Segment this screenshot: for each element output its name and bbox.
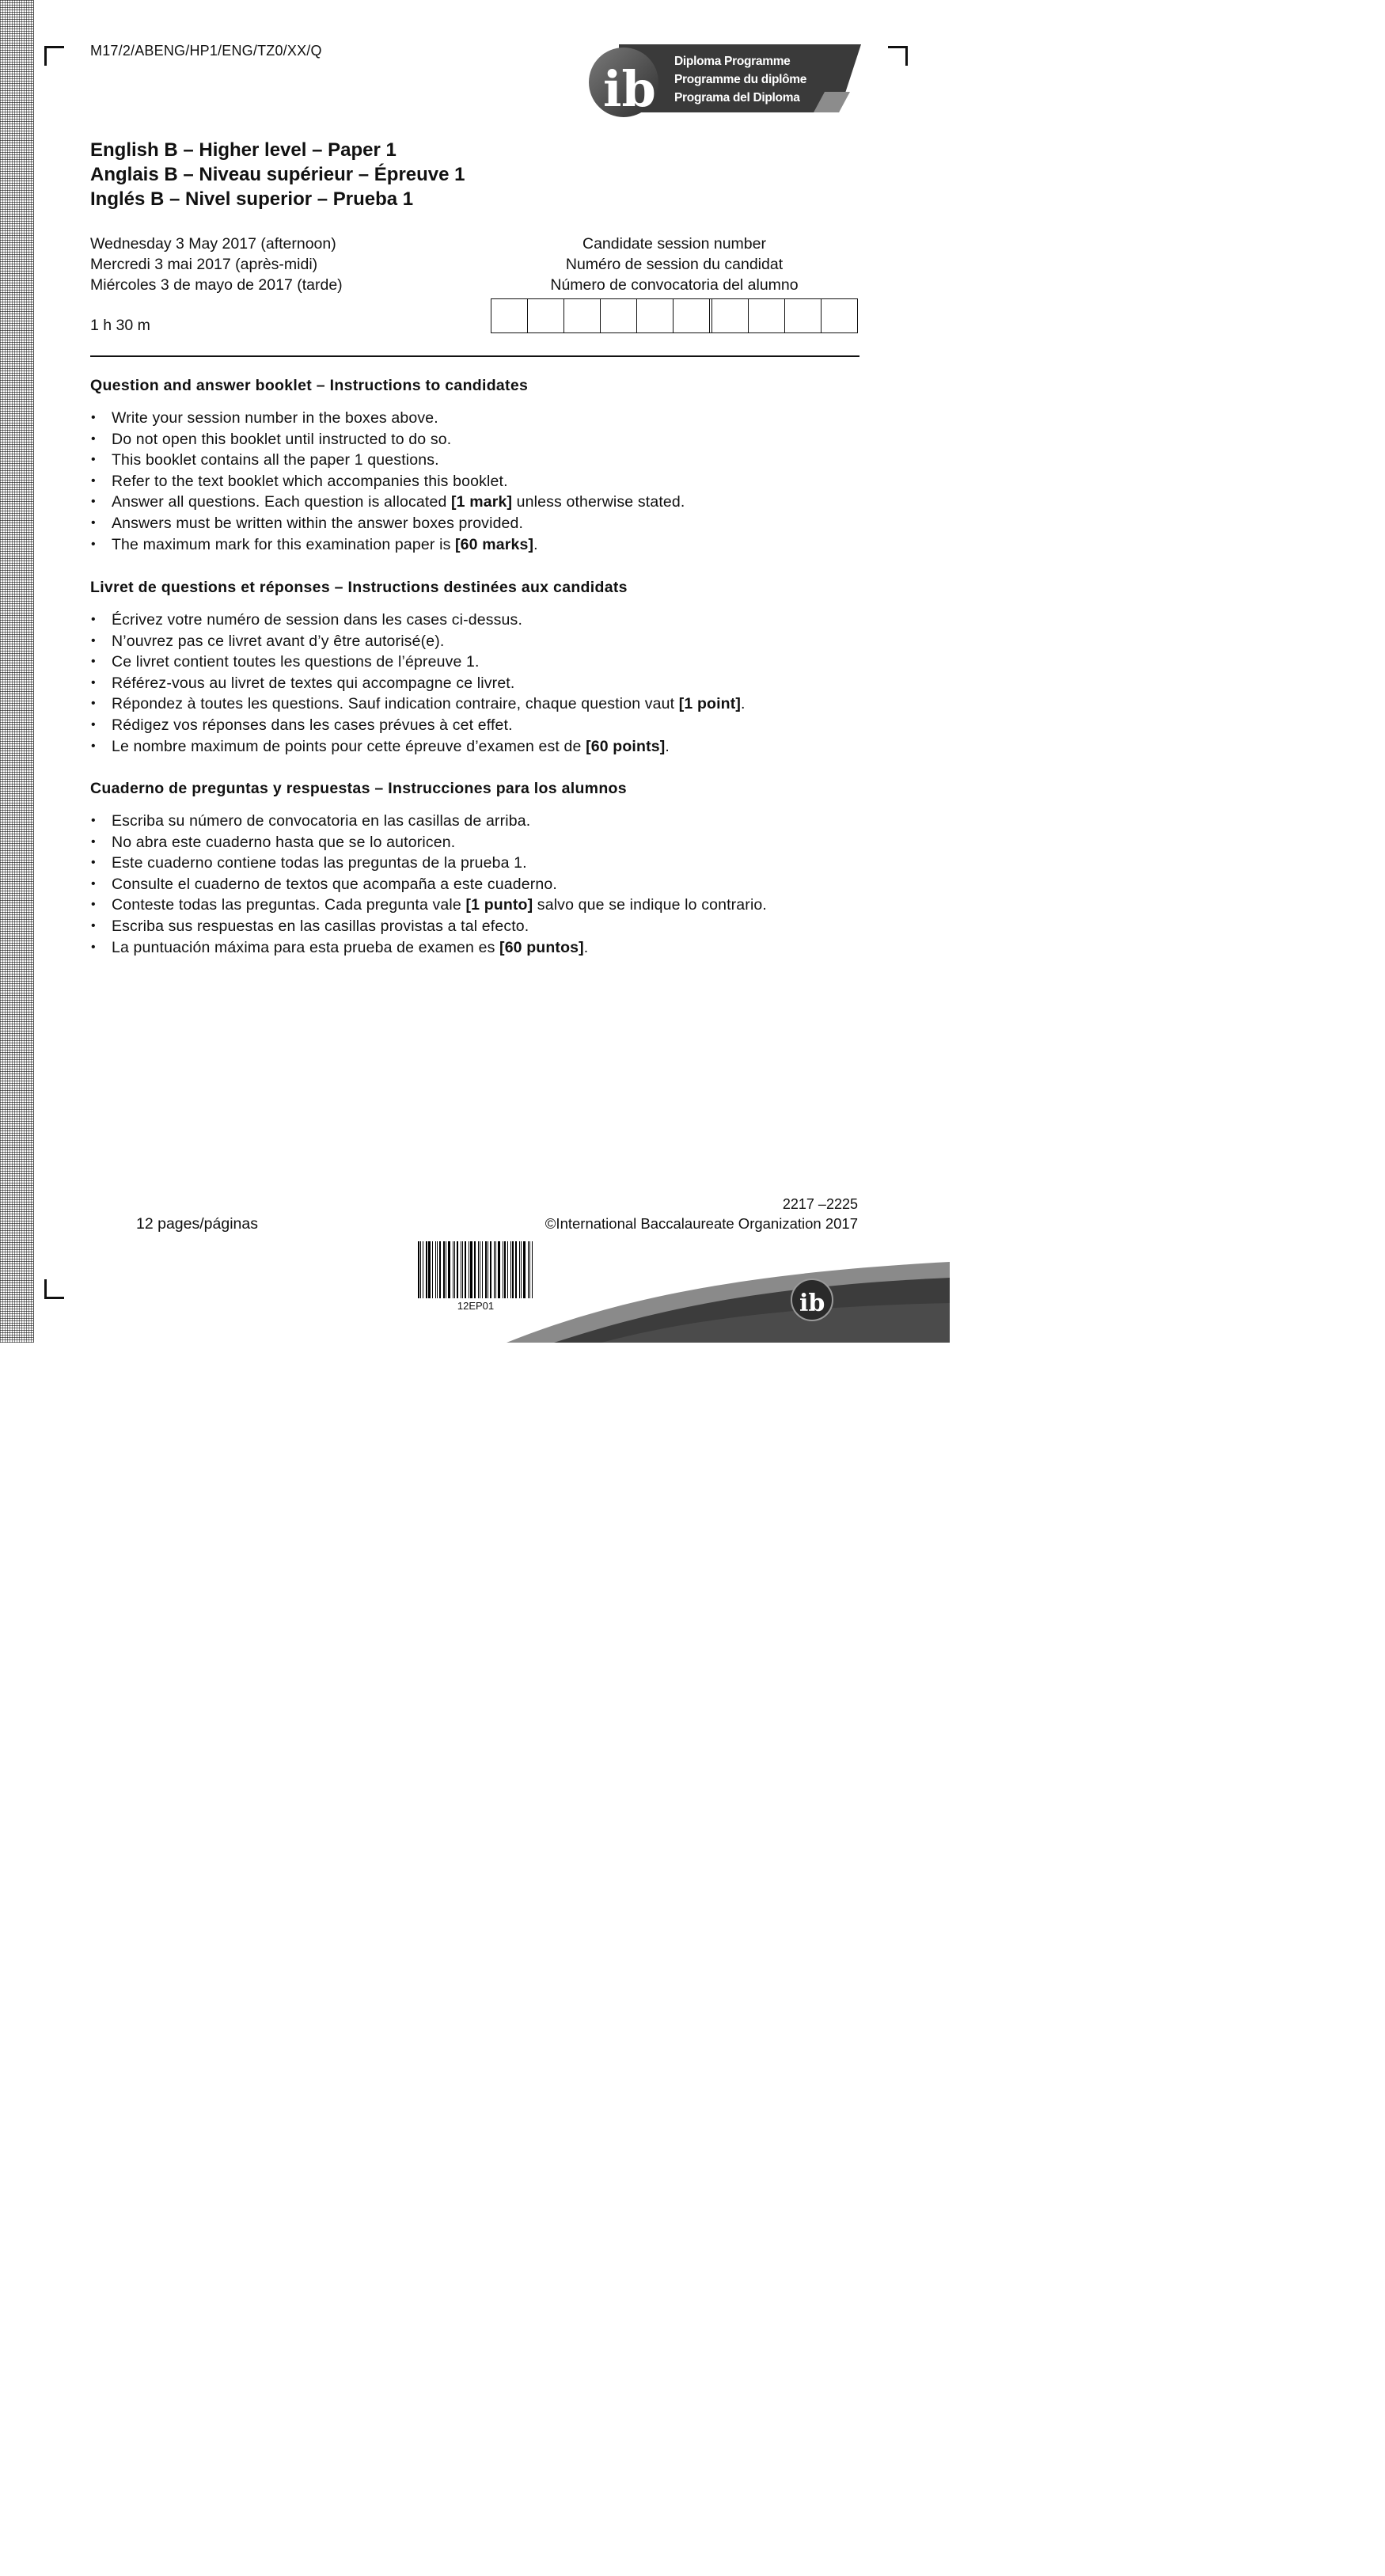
binding-margin: [0, 0, 34, 1343]
barcode-bar: [428, 1241, 431, 1298]
exam-titles: [90, 138, 465, 211]
session-number-boxes[interactable]: [491, 298, 858, 333]
barcode-bar: [437, 1241, 438, 1298]
instruction-list: [90, 408, 882, 555]
barcode-bar: [490, 1241, 491, 1298]
session-number-box[interactable]: [491, 299, 528, 332]
ibo-logo-text: International Baccalaureate® Baccalauréat International Bachillerato Internacional: [1343, 2534, 1385, 2575]
barcode-bar: [465, 1241, 466, 1298]
instruction-item: • Le nombre maximum de points pour cette épreuve d’examen est de [60 points].: [90, 736, 882, 758]
date-french: Mercredi 3 mai 2017 (après-midi): [90, 256, 318, 273]
session-number-box[interactable]: [749, 299, 785, 332]
barcode-bar: [420, 1241, 421, 1298]
instruction-item: • Answers must be written within the answer boxes provided.: [90, 513, 882, 534]
barcode-bar: [474, 1241, 476, 1298]
section-heading: Livret de questions et réponses – Instructions destinées aux candidats: [90, 579, 628, 596]
mark-allocation: [1 mark]: [451, 493, 513, 511]
section-heading: Question and answer booklet – Instructions to candidates: [90, 377, 529, 394]
session-number-labels: [491, 234, 858, 295]
crop-mark-top-left: [44, 46, 64, 66]
barcode-bar: [482, 1241, 483, 1298]
barcode-label: 12EP01: [457, 1300, 495, 1312]
session-label-spanish: Número de convocatoria del alumno: [550, 276, 799, 294]
instruction-item: • Écrivez votre numéro de session dans les cases ci-dessus.: [90, 610, 882, 631]
session-number-box[interactable]: [674, 299, 712, 332]
instruction-list: [90, 610, 882, 757]
mark-allocation: [60 puntos]: [499, 938, 584, 956]
svg-text:ib: ib: [603, 60, 656, 118]
crop-mark-bottom-left: [44, 1279, 64, 1299]
barcode-bar: [485, 1241, 487, 1298]
barcode-bar: [462, 1241, 463, 1298]
session-number-box[interactable]: [601, 299, 637, 332]
copyright: ©International Baccalaureate Organization 2017: [545, 1215, 858, 1232]
instruction-item: • Escriba sus respuestas en las casillas provistas a tal efecto.: [90, 916, 882, 937]
barcode-bar: [448, 1241, 450, 1298]
title-spanish: Inglés B – Nivel superior – Prueba 1: [90, 188, 414, 210]
barcode-bar: [426, 1241, 427, 1298]
instruction-list: [90, 811, 882, 958]
barcode-bar: [494, 1241, 495, 1298]
instruction-item: • Answer all questions. Each question is allocated [1 mark] unless otherwise stated.: [90, 492, 882, 513]
session-number-box[interactable]: [528, 299, 564, 332]
instruction-item: • No abra este cuaderno hasta que se lo autoricen.: [90, 832, 882, 853]
session-number-box[interactable]: [822, 299, 857, 332]
barcode-bar: [439, 1241, 441, 1298]
crop-mark-top-right: [888, 46, 908, 66]
barcode-bar: [478, 1241, 479, 1298]
date-english: Wednesday 3 May 2017 (afternoon): [90, 235, 336, 253]
header-rule: [90, 355, 859, 357]
instructions-english: [90, 377, 882, 555]
instruction-item: • This booklet contains all the paper 1 questions.: [90, 450, 882, 471]
title-french: Anglais B – Niveau supérieur – Épreuve 1: [90, 164, 465, 185]
mark-allocation: [60 points]: [586, 737, 666, 755]
session-number-box[interactable]: [637, 299, 674, 332]
instruction-item: • Write your session number in the boxes above.: [90, 408, 882, 429]
instruction-item: • The maximum mark for this examination paper is [60 marks].: [90, 534, 882, 556]
instruction-item: • Do not open this booklet until instructed to do so.: [90, 429, 882, 450]
instruction-item: • Répondez à toutes les questions. Sauf indication contraire, chaque question vaut [1 point].: [90, 693, 882, 715]
date-spanish: Miércoles 3 de mayo de 2017 (tarde): [90, 276, 343, 294]
barcode-bar: [435, 1241, 436, 1298]
barcode-bar: [470, 1241, 472, 1298]
session-number-box[interactable]: [712, 299, 749, 332]
instruction-item: • N’ouvrez pas ce livret avant d’y être autorisé(e).: [90, 631, 882, 652]
barcode-bar: [418, 1241, 419, 1298]
instruction-item: • Référez-vous au livret de textes qui accompagne ce livret.: [90, 673, 882, 694]
instruction-item: • Consulte el cuaderno de textos que acompaña a este cuaderno.: [90, 874, 882, 895]
instructions-spanish: [90, 780, 882, 958]
barcode-bar: [495, 1241, 496, 1298]
page-count: 12 pages/páginas: [136, 1215, 258, 1233]
exam-dates: [90, 234, 343, 295]
mark-allocation: [1 punto]: [465, 896, 533, 914]
instruction-item: • Ce livret contient toutes les questions de l’épreuve 1.: [90, 652, 882, 673]
session-label-french: Numéro de session du candidat: [565, 256, 784, 273]
title-english: English B – Higher level – Paper 1: [90, 139, 397, 161]
instruction-item: • Rédigez vos réponses dans les cases prévues à cet effet.: [90, 715, 882, 736]
session-label-english: Candidate session number: [582, 235, 766, 253]
barcode-bar: [504, 1241, 506, 1298]
barcode-bar: [454, 1241, 455, 1298]
instruction-item: • Refer to the text booklet which accompanies this booklet.: [90, 471, 882, 492]
document-number: 2217 –2225: [782, 1196, 858, 1212]
paper-code: M17/2/ABENG/HP1/ENG/TZ0/XX/Q: [90, 43, 322, 59]
section-heading: Cuaderno de preguntas y respuestas – Instrucciones para los alumnos: [90, 780, 627, 797]
barcode-bar: [432, 1241, 433, 1298]
ib-logo-text: Diploma Programme Programme du diplôme Programa del Diploma: [674, 55, 807, 104]
barcode-bar: [457, 1241, 458, 1298]
ib-diploma-logo: [587, 44, 861, 119]
session-number-box[interactable]: [785, 299, 822, 332]
ibo-footer-graphic: [507, 1251, 1385, 2575]
barcode-bar: [498, 1241, 500, 1298]
exam-duration: 1 h 30 m: [90, 317, 150, 334]
barcode-bar: [443, 1241, 445, 1298]
instruction-item: • Este cuaderno contiene todas las preguntas de la prueba 1.: [90, 853, 882, 874]
instruction-item: • Escriba su número de convocatoria en las casillas de arriba.: [90, 811, 882, 832]
instruction-item: • La puntuación máxima para esta prueba de examen es [60 puntos].: [90, 937, 882, 959]
instructions-french: [90, 579, 882, 757]
instruction-item: • Conteste todas las preguntas. Cada pregunta vale [1 punto] salvo que se indique lo contrario.: [90, 895, 882, 916]
mark-allocation: [60 marks]: [455, 535, 534, 553]
svg-text:ib: ib: [799, 1290, 825, 1317]
session-number-box[interactable]: [564, 299, 601, 332]
mark-allocation: [1 point]: [678, 695, 742, 713]
